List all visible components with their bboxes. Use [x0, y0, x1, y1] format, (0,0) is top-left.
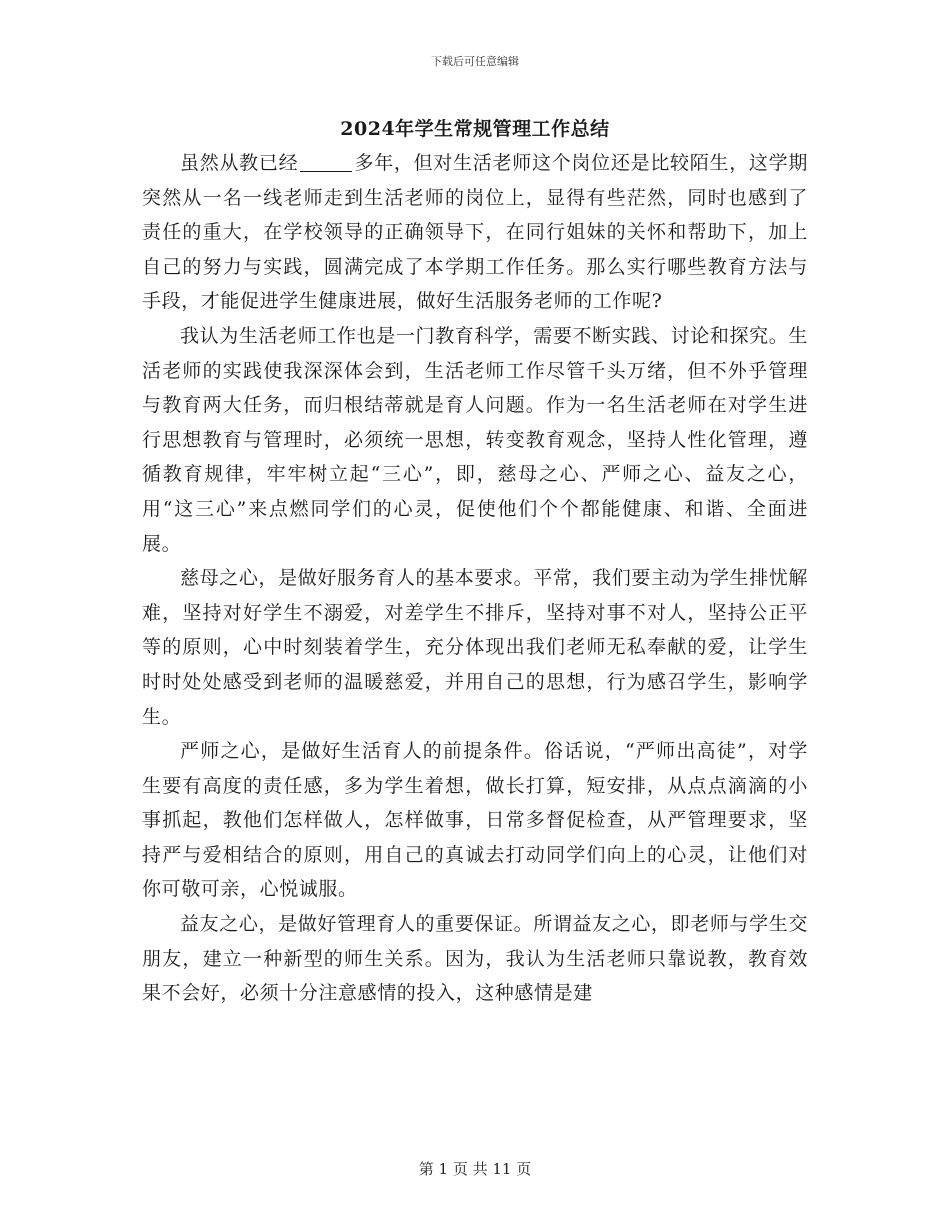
- paragraph: 益友之心，是做好管理育人的重要保证。所谓益友之心，即老师与学生交朋友，建立一种新型的师生关系。因为，我认为生活老师只靠说教，教育效果不会好，必须十分注意感情的投入，这种感情是建: [142, 913, 808, 1005]
- paragraph: 我认为生活老师工作也是一门教育科学，需要不断实践、讨论和探究。生活老师的实践使我深深体会到，生活老师工作尽管千头万绪，但不外乎管理与教育两大任务，而归根结蒂就是育人问题。作为一名生活老师在对学生进行思想教育与管理时，必须统一思想，转变教育观念，坚持人性化管理，遵循教育规律，牢牢树立起“三心”，即，慈母之心、严师之心、益友之心，用“这三心”来点燃同学们的心灵，促使他们个个都能健康、和谐、全面进展。: [142, 324, 808, 555]
- paragraph-text: 多年，但对生活老师这个岗位还是比较陌生，这学期突然从一名一线老师走到生活老师的岗位上，显得有些茫然，同时也感到了责任的重大，在学校领导的正确领导下，在同行姐妹的关怀和帮助下，加上自己的努力与实践，圆满完成了本学期工作任务。那么实行哪些教育方法与手段，才能促进学生健康进展，做好生活服务老师的工作呢?: [142, 152, 808, 313]
- fill-in-blank: [300, 151, 352, 172]
- paragraph: 慈母之心，是做好服务育人的基本要求。平常，我们要主动为学生排忧解难，坚持对好学生不溺爱，对差学生不排斥，坚持对事不对人，坚持公正平等的原则，心中时刻装着学生，充分体现出我们老师无私奉献的爱，让学生时时处处感受到老师的温暖慈爱，并用自己的思想，行为感召学生，影响学生。: [142, 567, 808, 728]
- page-header: 下载后可任意编辑: [431, 55, 519, 68]
- paragraph-text: 虽然从教已经: [180, 152, 299, 174]
- document-title: 2024年学生常规管理工作总结: [340, 118, 610, 140]
- paragraph: [142, 146, 808, 319]
- paragraph: 严师之心，是做好生活育人的前提条件。俗话说，“严师出高徒”，对学生要有高度的责任感，多为学生着想，做长打算，短安排，从点点滴滴的小事抓起，教他们怎样做人，怎样做事，日常多督促检查，从严管理要求，坚持严与爱相结合的原则，用自己的真诚去打动同学们向上的心灵，让他们对你可敬可亲，心悦诚服。: [142, 740, 808, 901]
- page-footer: 第 1 页 共 11 页: [418, 1160, 532, 1178]
- document-body: [142, 146, 808, 1011]
